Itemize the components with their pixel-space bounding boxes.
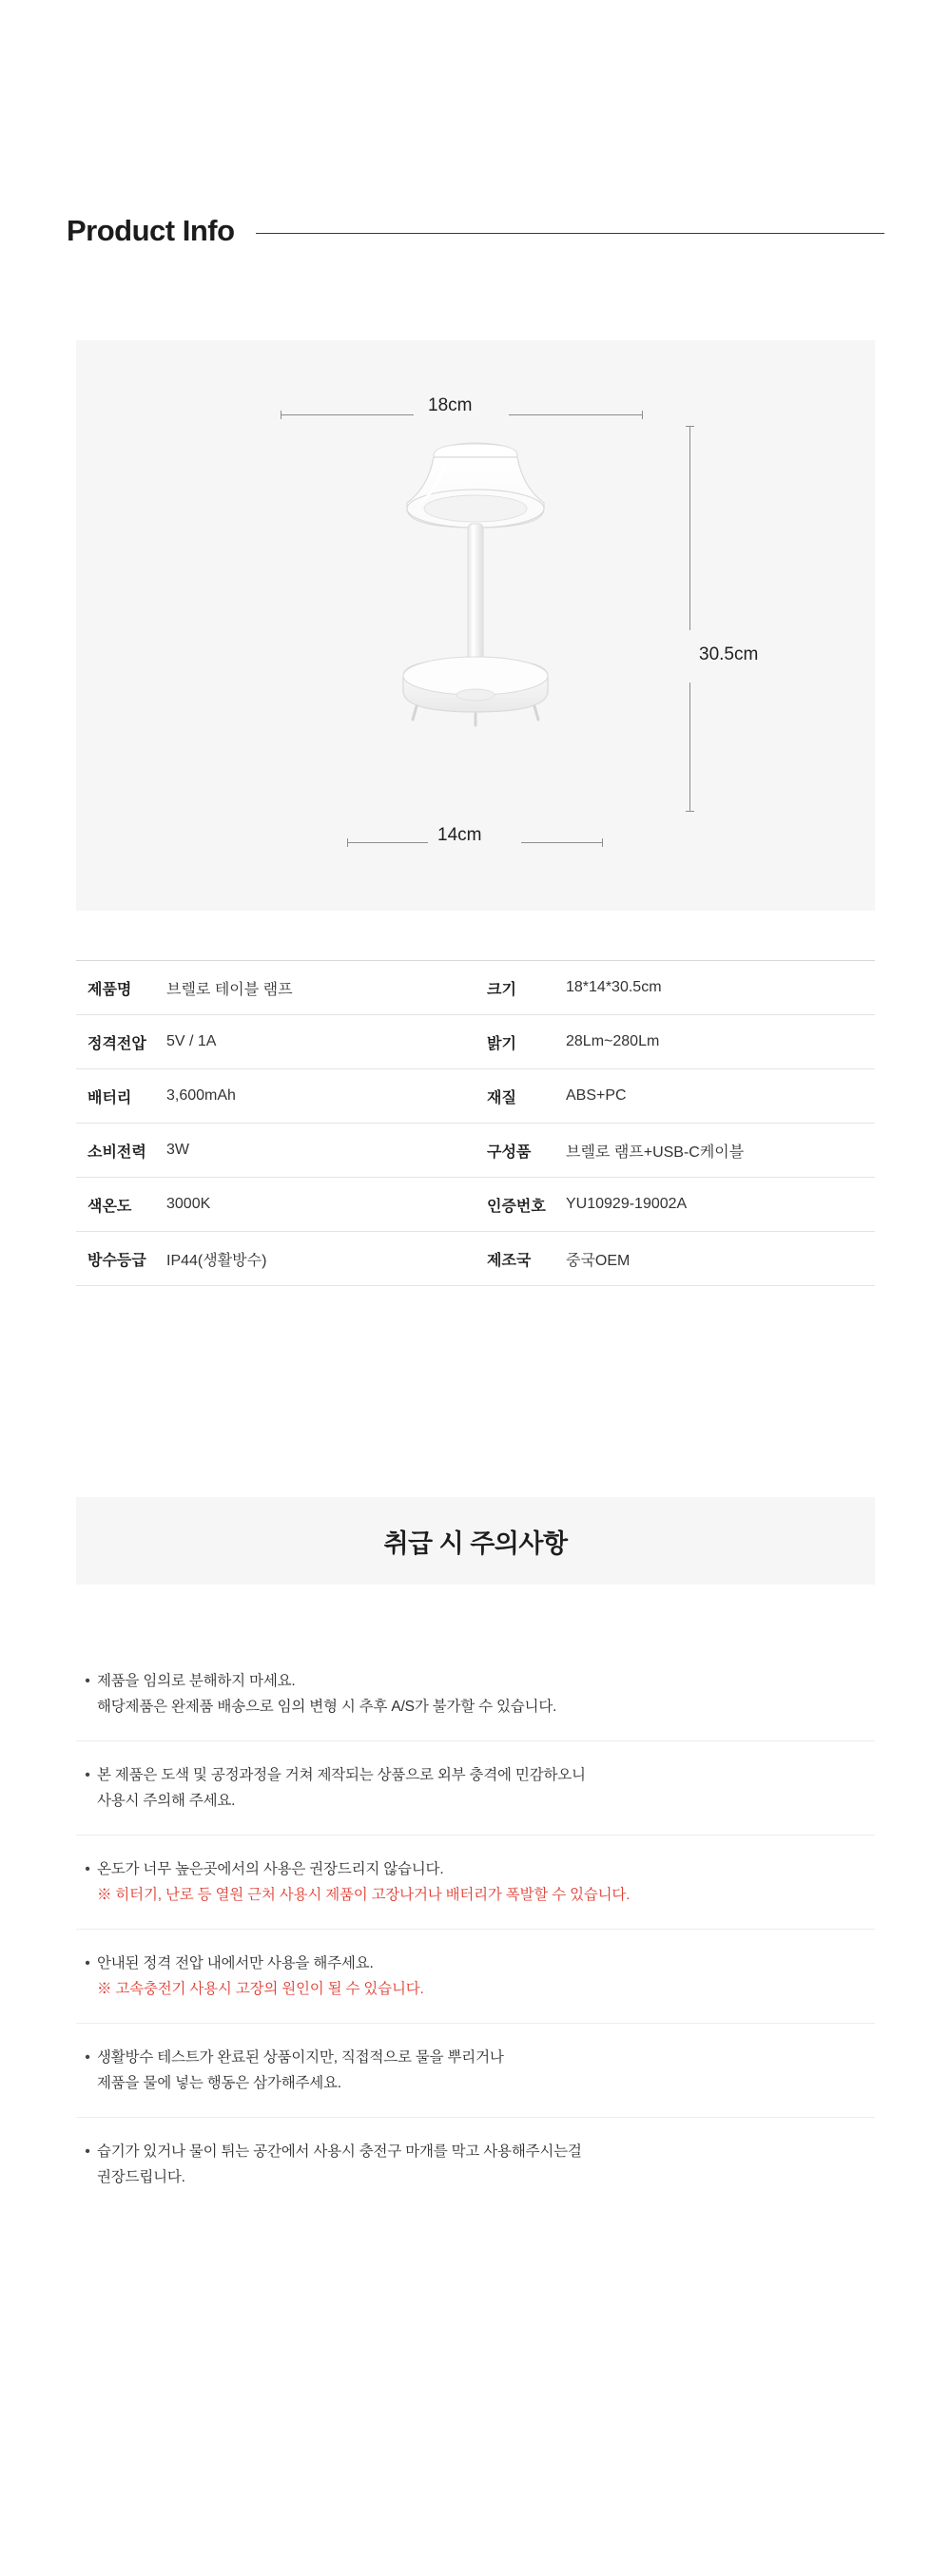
dimension-tick-bottom-right: [602, 838, 603, 847]
spec-value: 3W: [166, 1142, 189, 1158]
list-item: [76, 1856, 875, 1930]
caution-line: 안내된 정격 전압 내에서만 사용을 해주세요.: [97, 1955, 374, 1971]
header-divider: [256, 233, 884, 234]
spec-value: 브렐로 램프+USB-C케이블: [566, 1144, 745, 1161]
caution-line: 본 제품은 도색 및 공정과정을 거쳐 제작되는 상품으로 외부 충격에 민감하오니: [97, 1767, 586, 1783]
caution-line: 제품을 임의로 분해하지 마세요.: [97, 1673, 296, 1689]
spec-key: 밝기: [487, 1035, 516, 1052]
list-item: [76, 2045, 875, 2118]
spec-value: 28Lm~280Lm: [566, 1033, 660, 1049]
spec-key: 인증번호: [487, 1198, 546, 1215]
dimension-width-top-label: 18cm: [428, 395, 473, 415]
list-item-lines: [97, 1856, 875, 1908]
spec-value: 5V / 1A: [166, 1033, 217, 1049]
spec-key: 방수등급: [87, 1252, 146, 1269]
spec-value: 브렐로 테이블 램프: [166, 981, 293, 998]
spec-key: 색온도: [87, 1198, 132, 1215]
caution-line: 권장드립니다.: [97, 2169, 185, 2185]
spec-key: 제품명: [87, 981, 132, 998]
spec-key: 소비전력: [87, 1144, 146, 1161]
spec-key: 정격전압: [87, 1035, 146, 1052]
caution-line: 사용시 주의해 주세요.: [97, 1793, 236, 1809]
spec-value: 3000K: [166, 1196, 211, 1212]
bullet-icon: •: [85, 1955, 90, 1971]
dimension-line-top-left: [281, 414, 414, 415]
dimension-tick-bottom-left: [347, 838, 348, 847]
table-row: [76, 1178, 875, 1232]
list-item-lines: [97, 1951, 875, 2002]
caution-line: 온도가 너무 높은곳에서의 사용은 권장드리지 않습니다.: [97, 1861, 444, 1877]
product-info-header: [67, 214, 884, 248]
caution-heading-bar: [76, 1497, 875, 1585]
spec-value: 중국OEM: [566, 1252, 631, 1269]
bullet-icon: •: [85, 2049, 90, 2066]
caution-line: 제품을 물에 넣는 행동은 삼가해주세요.: [97, 2075, 341, 2091]
spec-value: IP44(생활방수): [166, 1252, 267, 1269]
list-item-lines: [97, 1762, 875, 1814]
dimension-line-bottom-left: [347, 842, 428, 843]
list-item-lines: [97, 2045, 875, 2096]
bullet-icon: •: [85, 1767, 90, 1783]
dimension-line-bottom-right: [521, 842, 602, 843]
spec-key: 크기: [487, 981, 516, 998]
dimension-line-right-lower: [689, 682, 690, 811]
table-row: [76, 1015, 875, 1069]
spec-value: YU10929-19002A: [566, 1196, 688, 1212]
caution-heading: 취급 시 주의사항: [383, 1528, 568, 1558]
spec-key: 제조국: [487, 1252, 532, 1269]
list-item-lines: [97, 1668, 875, 1720]
caution-list: [76, 1668, 875, 2232]
dimension-tick-right-top: [686, 426, 694, 427]
bullet-icon: •: [85, 2143, 90, 2160]
table-row: [76, 1069, 875, 1124]
spec-value: 3,600mAh: [166, 1087, 236, 1104]
table-row: [76, 1232, 875, 1286]
list-item: [76, 1762, 875, 1836]
spec-value: ABS+PC: [566, 1087, 627, 1104]
list-item: [76, 1951, 875, 2024]
spec-key: 배터리: [87, 1089, 132, 1106]
specification-table: [76, 960, 875, 1286]
spec-key: 구성품: [487, 1144, 532, 1161]
page-title: Product Info: [67, 214, 235, 247]
list-item-lines: [97, 2139, 875, 2190]
dimension-height-label: 30.5cm: [699, 644, 759, 664]
dimension-tick-right-bottom: [686, 811, 694, 812]
dimension-width-bottom-label: 14cm: [437, 825, 482, 845]
caution-line-warning: ※ 고속충전기 사용시 고장의 원인이 될 수 있습니다.: [97, 1981, 424, 1997]
caution-line: 생활방수 테스트가 완료된 상품이지만, 직접적으로 물을 뿌리거나: [97, 2049, 504, 2066]
spec-key: 재질: [487, 1089, 516, 1106]
list-item: [76, 1668, 875, 1741]
dimension-tick-top-right: [642, 411, 643, 419]
list-item: [76, 2139, 875, 2211]
dimension-line-top-right: [509, 414, 642, 415]
bullet-icon: •: [85, 1861, 90, 1877]
caution-line-warning: ※ 히터기, 난로 등 열원 근처 사용시 제품이 고장나거나 배터리가 폭발할 수 있습니다.: [97, 1887, 631, 1903]
caution-line: 습기가 있거나 물이 튀는 공간에서 사용시 충전구 마개를 막고 사용해주시는걸: [97, 2143, 582, 2160]
lamp-illustration: [361, 421, 590, 801]
spec-value: 18*14*30.5cm: [566, 979, 662, 995]
bullet-icon: •: [85, 1673, 90, 1689]
caution-line: 해당제품은 완제품 배송으로 임의 변형 시 추후 A/S가 불가할 수 있습니다.: [97, 1699, 557, 1715]
table-row: [76, 961, 875, 1015]
table-row: [76, 1124, 875, 1178]
dimension-diagram: [76, 340, 875, 911]
dimension-line-right-upper: [689, 426, 690, 630]
